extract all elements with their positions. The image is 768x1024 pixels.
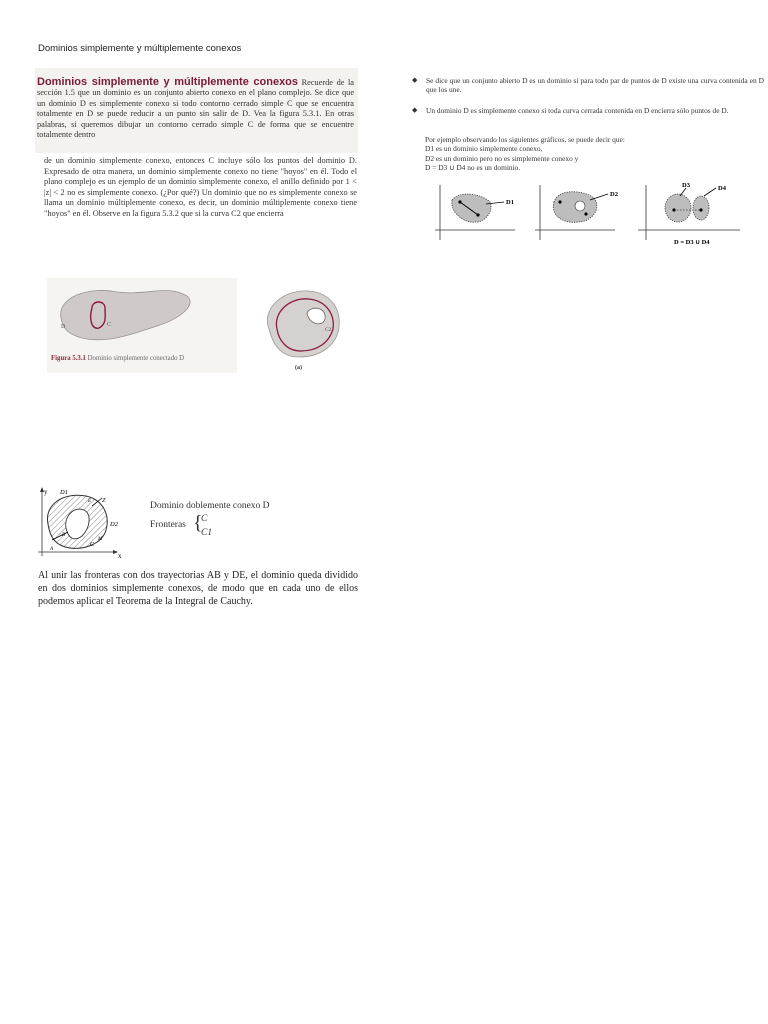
bullet-marker: ◆ [412, 76, 418, 84]
excerpt-heading: Dominios simplemente y múltiplemente conexos [37, 76, 299, 88]
example-line-3: D = D3 ∪ D4 no es un dominio. [425, 163, 521, 173]
brace: { [193, 512, 203, 534]
excerpt-paragraph-1 [35, 68, 358, 140]
page-title: Dominios simplemente y múltiplemente conexos [38, 43, 242, 54]
label-b: B [62, 533, 66, 538]
excerpt-paragraph-2: de un dominio simplemente conexo, entonces C incluye sólo los puntos del dominio D. Expresado de otra manera, un dominio simplemente conexo no tiene "hoyos" en él. Todo el plano complejo es un ejemplo de un dominio simplemente conexo, el anillo definido por 1 < |z| < 2 no es simplemente conexo. (¿Por qué?) Un dominio que no es simplemente conexo se llama un dominio múltiplemente conexo, es decir, un dominio múltiplemente conexo tiene "hoyos" en él. Observe en la figura 5.3.2 que si la curva C2 que encierra [44, 156, 357, 218]
graph-d2 [535, 185, 618, 240]
graph-d1 [435, 185, 515, 240]
label-c2: C2 [325, 327, 332, 333]
figure-5-3-1 [47, 278, 237, 373]
cauchy-paragraph: Al unir las fronteras con dos trayectorias AB y DE, el dominio queda dividido en dos dominios simplemente conexos, de modo que en cada uno de ellos podemos aplicar el Teorema de la Integral de Cauchy. [38, 570, 358, 607]
graph-label-d3: D3 [682, 182, 690, 189]
figure-5-3-1-caption [47, 355, 237, 363]
label-d2: D2 [110, 521, 118, 528]
graph-label-d2: D2 [610, 191, 618, 198]
frontier-c: C [201, 514, 208, 524]
definition-simplemente-conexo-text: Un dominio D es simplemente conexo si toda curva cerrada contenida en D encierra sólo puntos de D. [426, 106, 729, 115]
figure-5-3-2a-drawing [255, 283, 347, 373]
example-block [425, 135, 755, 173]
graph-label-d1: D1 [506, 199, 514, 206]
domain-d-shape [61, 290, 190, 339]
figure-5-3-1-caption-text: Dominio simplemente conectado D [87, 355, 185, 362]
label-d: D [61, 324, 66, 330]
example-line-1: D1 es un dominio simplemente conexo, [425, 144, 543, 154]
excerpt-paragraph-1-text: Recuerde de la sección 1.5 que un dominio es un conjunto abierto conexo en el plano complejo. Se dice que un dominio D es simplemente conexo si todo contorno cerrado simple C que se encuentra totalmente en D se puede reducir a un punto sin salir de D. Vea la figura 5.3.1. En otras palabras, si queremos dibujar un contorno cerrado simple C de forma que se encuentre totalmente dentro [37, 78, 354, 140]
axis-y-label: y [44, 488, 48, 496]
doubly-connected-figure [30, 484, 130, 560]
domain-examples-graphs [420, 180, 765, 250]
label-c-fig: C [90, 542, 95, 548]
figure-5-3-1-caption-label: Figura 5.3.1 [51, 355, 86, 362]
label-m: M [98, 537, 103, 542]
graph-label-d4: D4 [718, 185, 726, 192]
definition-simplemente-conexo [412, 106, 764, 115]
graph-d3-d4 [638, 182, 740, 246]
label-a: A [50, 547, 54, 552]
definition-dominio-text: Se dice que un conjunto abierto D es un dominio si para todo par de puntos de D existe una curva contenida en D que los une. [426, 76, 764, 95]
label-c: C [107, 322, 112, 328]
figure-label-a: (a) [295, 365, 302, 371]
label-e: E [88, 499, 92, 504]
example-line-2: D2 es un dominio pero no es simplemente conexo y [425, 153, 579, 163]
doubly-connected-title: Dominio doblemente conexo D [150, 501, 270, 511]
excerpt-scan [35, 68, 358, 153]
definition-dominio [412, 76, 764, 95]
multiply-connected-domain [267, 291, 339, 357]
label-d1: D1 [60, 489, 68, 496]
figure-5-3-2a [255, 283, 347, 373]
bullet-marker: ◆ [412, 106, 418, 114]
figure-5-3-1-drawing [47, 278, 237, 350]
graph-label-union: D = D3 ∪ D4 [674, 239, 710, 246]
example-intro: Por ejemplo observando los siguientes gráficos, se puede decir que: [425, 135, 625, 144]
axis-x-label: x [118, 552, 122, 560]
fronteras-label: Fronteras [150, 520, 186, 530]
frontier-c1: C1 [201, 528, 213, 538]
label-z: Z [102, 497, 106, 504]
